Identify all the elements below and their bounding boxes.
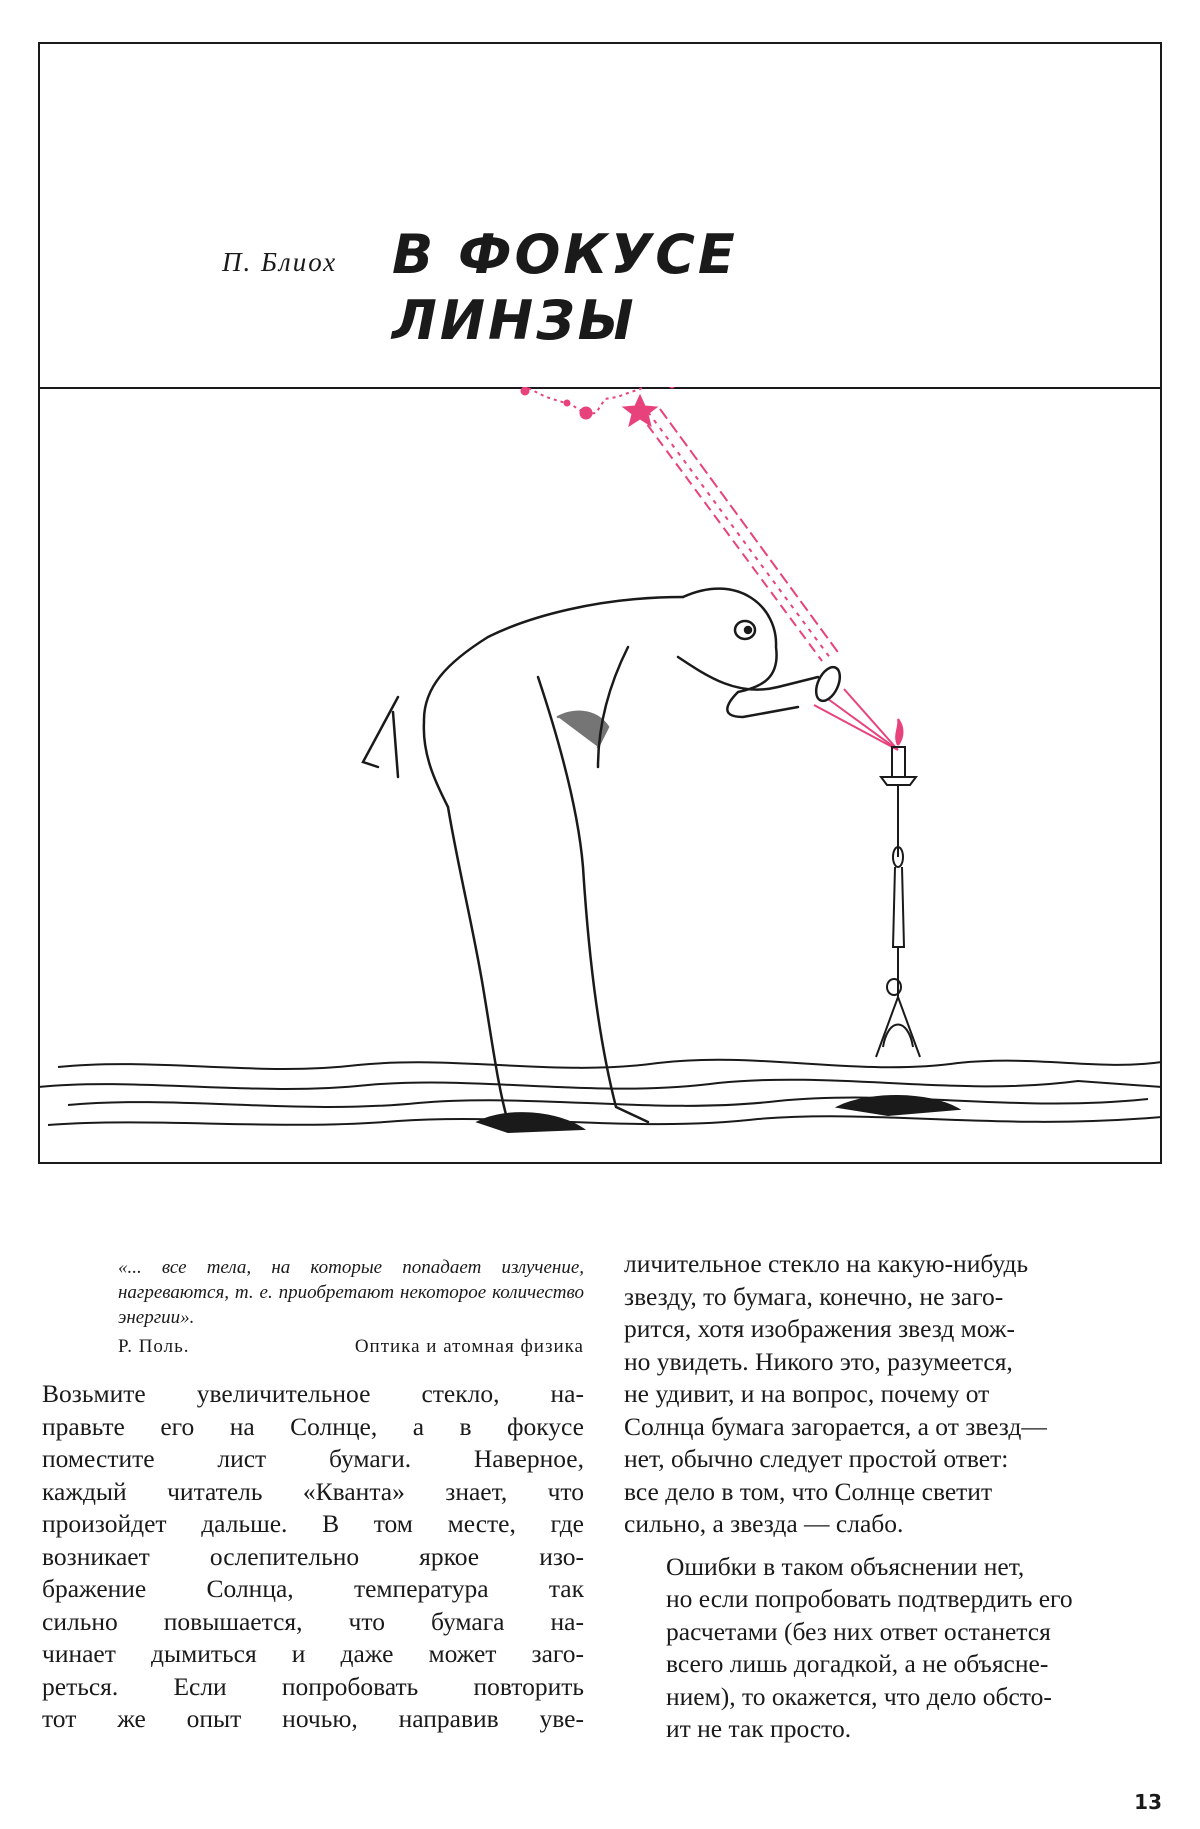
text-line: каждый читатель «Кванта» знает, что xyxy=(42,1476,584,1506)
star xyxy=(564,400,570,406)
illustration xyxy=(38,387,1162,1164)
text-line: Возьмите увеличительное стекло, на- xyxy=(42,1379,584,1408)
text-line: но если попробовать подтвердить его xyxy=(666,1584,1073,1613)
page-number: 13 xyxy=(1134,1790,1162,1814)
text-line: всего лишь догадкой, а не объясне- xyxy=(666,1649,1049,1678)
text-line: нет, обычно следует простой ответ: xyxy=(624,1444,1009,1473)
text-line: Ошибки в таком объяснении нет, xyxy=(666,1551,1025,1581)
article-title xyxy=(392,222,738,354)
star xyxy=(669,387,675,388)
text-line: нием), то окажется, что дело обсто- xyxy=(666,1681,1052,1711)
article-author: П. Блиох xyxy=(222,247,338,277)
text-line: рится, хотя изображения звезд мож- xyxy=(624,1314,1016,1343)
star-bright xyxy=(623,395,657,426)
epigraph-quote: «... все тела, на которые попадает излучение, нагреваются, т. е. приобретают некоторое количество энергии». xyxy=(118,1257,584,1328)
figure xyxy=(363,589,845,1127)
text-line: расчетами (без них ответ останется xyxy=(666,1616,1051,1646)
candlestick xyxy=(876,719,920,1057)
ground xyxy=(38,1060,1162,1132)
body-paragraph xyxy=(42,1378,584,1736)
text-line: звезду, то бумага, конечно, не заго- xyxy=(624,1281,1004,1311)
text-line: ит не так просто. xyxy=(666,1714,852,1743)
text-line: поместите лист бумаги. Наверное, xyxy=(42,1444,584,1473)
epigraph-source-author: Р. Поль. xyxy=(118,1336,190,1357)
text-line: сильно повышается, что бумага на- xyxy=(42,1606,584,1636)
body-paragraph xyxy=(624,1551,1168,1746)
title-line-2: ЛИНЗЫ xyxy=(392,289,637,352)
text-line: возникает ослепительно яркое изо- xyxy=(42,1541,584,1571)
body-right-column xyxy=(624,1248,1168,1746)
constellation xyxy=(521,387,675,426)
text-line: но увидеть. Никого это, разумеется, xyxy=(624,1346,1013,1376)
star xyxy=(521,387,529,395)
epigraph-source xyxy=(118,1334,584,1359)
epigraph xyxy=(118,1255,584,1359)
star xyxy=(580,407,592,419)
text-line: реться. Если попробовать повторить xyxy=(42,1671,584,1701)
text-line: все дело в том, что Солнце светит xyxy=(624,1476,993,1506)
text-line: произойдет дальше. В том месте, где xyxy=(42,1509,584,1538)
epigraph-source-title: Оптика и атомная физика xyxy=(354,1336,584,1357)
light-rays xyxy=(638,409,898,750)
body-left-column xyxy=(42,1378,584,1736)
text-line: не удивит, и на вопрос, почему от xyxy=(624,1379,990,1408)
text-line: чинает дымиться и даже может заго- xyxy=(42,1639,584,1668)
text-line: правьте его на Солнце, а в фокусе xyxy=(42,1411,584,1441)
title-line-1: В ФОКУСЕ xyxy=(392,223,738,286)
body-paragraph xyxy=(624,1248,1168,1541)
text-line: бражение Солнца, температура так xyxy=(42,1574,584,1603)
text-line: сильно, а звезда — слабо. xyxy=(624,1509,904,1538)
text-line: личительное стекло на какую-нибудь xyxy=(624,1249,1029,1278)
text-line: тот же опыт ночью, направив уве- xyxy=(42,1704,584,1733)
text-line: Солнца бумага загорается, а от звезд— xyxy=(624,1411,1047,1441)
